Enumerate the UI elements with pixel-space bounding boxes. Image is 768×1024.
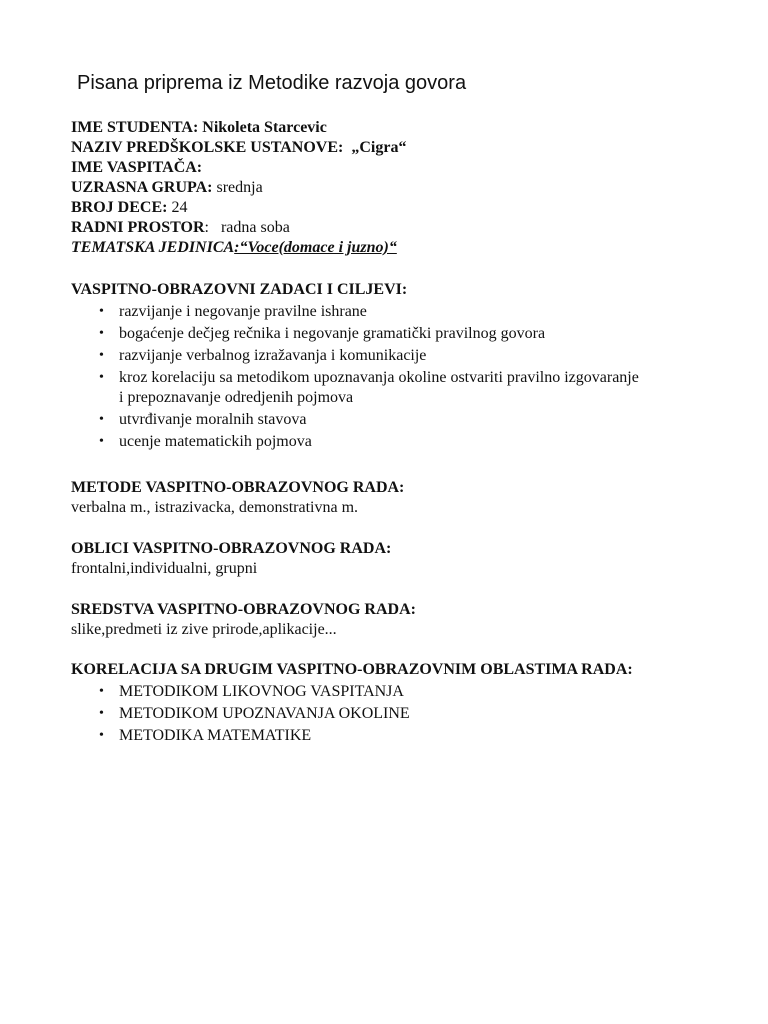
resources-body: slike,predmeti iz zive prirode,aplikacije... xyxy=(71,621,337,638)
children-value: 24 xyxy=(171,199,188,216)
goal-text: razvijanje i negovanje pravilne ishrane xyxy=(119,303,367,320)
student-value: Nikoleta Starcevic xyxy=(202,119,327,136)
room-line xyxy=(71,218,406,238)
methods-body: verbalna m., istrazivacka, demonstrativna m. xyxy=(71,499,359,516)
forms-body: frontalni,individualni, grupni xyxy=(71,560,258,577)
bullet-icon: • xyxy=(99,728,104,743)
topic-line xyxy=(71,238,406,258)
methods-heading: METODE VASPITNO-OBRAZOVNOG RADA: xyxy=(71,479,405,496)
bullet-icon: • xyxy=(99,434,104,449)
goal-text: bogaćenje dečjeg rečnika i negovanje gramatički pravilnog govora xyxy=(119,325,546,342)
institution-label: NAZIV PREDŠKOLSKE USTANOVE: xyxy=(71,139,344,156)
methods-section xyxy=(71,478,404,518)
bullet-icon: • xyxy=(99,412,104,427)
age-group-value: srednja xyxy=(216,179,263,196)
correlation-text: METODIKOM LIKOVNOG VASPITANJA xyxy=(119,683,404,700)
document-title: Pisana priprema iz Metodike razvoja govora xyxy=(77,72,467,94)
age-group-line xyxy=(71,178,406,198)
children-line xyxy=(71,198,406,218)
teacher-line xyxy=(71,158,406,178)
student-line xyxy=(71,118,406,138)
bullet-icon: • xyxy=(99,706,104,721)
age-group-label: UZRASNA GRUPA: xyxy=(71,179,213,196)
institution-value: „Cigra“ xyxy=(351,139,407,156)
resources-heading: SREDSTVA VASPITNO-OBRAZOVNOG RADA: xyxy=(71,601,416,618)
goals-heading: VASPITNO-OBRAZOVNI ZADACI I CILJEVI: xyxy=(71,281,408,298)
institution-line xyxy=(71,138,406,158)
goals-list xyxy=(71,302,639,452)
list-item xyxy=(71,410,639,430)
resources-section xyxy=(71,600,416,640)
goal-text: ucenje matematickih pojmova xyxy=(119,433,312,450)
forms-section xyxy=(71,539,391,579)
topic-label: TEMATSKA JEDINICA xyxy=(71,239,235,256)
list-item xyxy=(71,432,639,452)
forms-heading: OBLICI VASPITNO-OBRAZOVNOG RADA: xyxy=(71,540,392,557)
bullet-icon: • xyxy=(99,684,104,699)
list-item xyxy=(71,682,633,702)
goals-section xyxy=(71,280,639,452)
goal-text-continuation: i prepoznavanje odredjenih pojmova xyxy=(119,389,354,406)
info-block xyxy=(71,118,406,258)
children-label: BROJ DECE: xyxy=(71,199,168,216)
goal-text: utvrđivanje moralnih stavova xyxy=(119,411,307,428)
list-item xyxy=(71,302,639,322)
bullet-icon: • xyxy=(99,348,104,363)
list-item xyxy=(71,704,633,724)
correlation-text: METODIKOM UPOZNAVANJA OKOLINE xyxy=(119,705,410,722)
correlation-list xyxy=(71,682,633,746)
list-item xyxy=(71,346,639,366)
bullet-icon: • xyxy=(99,370,104,385)
correlation-text: METODIKA MATEMATIKE xyxy=(119,727,312,744)
correlation-heading: KORELACIJA SA DRUGIM VASPITNO-OBRAZOVNIM OBLASTIMA RADA: xyxy=(71,661,633,678)
bullet-icon: • xyxy=(99,304,104,319)
room-separator: : xyxy=(204,219,209,236)
list-item xyxy=(71,324,639,344)
room-value: radna soba xyxy=(220,219,290,236)
list-item xyxy=(71,368,639,408)
goal-text: kroz korelaciju sa metodikom upoznavanja okoline ostvariti pravilno izgovaranje xyxy=(119,369,639,386)
topic-value: :“Voce(domace i juzno)“ xyxy=(234,239,397,256)
student-label: IME STUDENTA: xyxy=(71,119,199,136)
goal-text: razvijanje verbalnog izražavanja i komunikacije xyxy=(119,347,427,364)
teacher-label: IME VASPITAČA: xyxy=(71,159,203,176)
room-label: RADNI PROSTOR xyxy=(71,219,205,236)
correlation-section xyxy=(71,660,633,746)
list-item xyxy=(71,726,633,746)
bullet-icon: • xyxy=(99,326,104,341)
